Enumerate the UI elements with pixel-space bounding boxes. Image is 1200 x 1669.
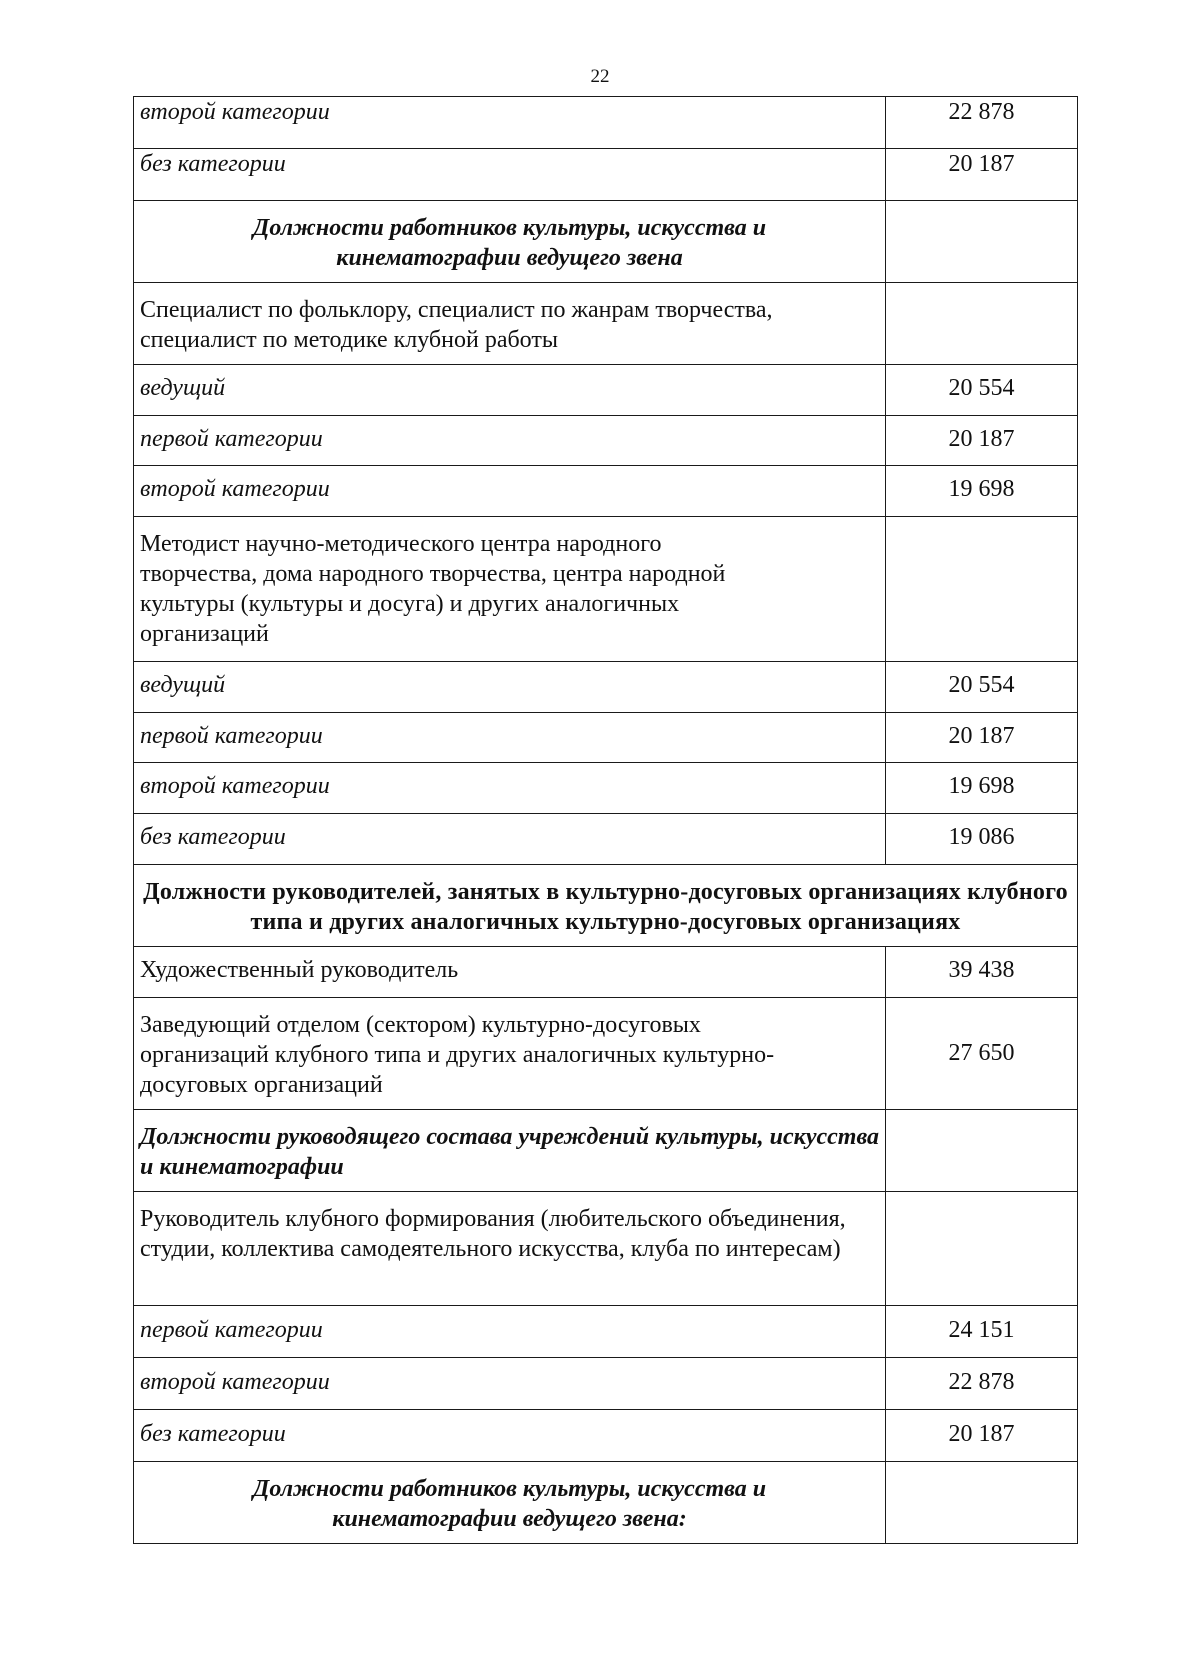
- table-row: [134, 149, 1078, 201]
- salary-value: [886, 517, 1078, 662]
- table-row: [134, 1192, 1078, 1306]
- position-label: ведущий: [134, 365, 886, 416]
- salary-value: 19 698: [886, 763, 1078, 814]
- salary-value: 22 878: [886, 1358, 1078, 1410]
- salary-value: 22 878: [886, 97, 1078, 149]
- position-label: без категории: [134, 1410, 886, 1462]
- salary-value: 19 698: [886, 466, 1078, 517]
- table-row: [134, 1306, 1078, 1358]
- table-row: [134, 466, 1078, 517]
- group-header: Должности работников культуры, искусства и кинематографии ведущего звена: [134, 201, 886, 283]
- salary-value: [886, 201, 1078, 283]
- position-label: второй категории: [134, 97, 886, 149]
- table-row: [134, 865, 1078, 947]
- position-label: Руководитель клубного формирования (любительского объединения, студии, коллектива самодеятельного искусства, клуба по интересам): [134, 1192, 886, 1306]
- position-label: первой категории: [134, 416, 886, 466]
- table-row: [134, 1410, 1078, 1462]
- table-row: [134, 365, 1078, 416]
- table-row: [134, 713, 1078, 763]
- salary-value: 19 086: [886, 814, 1078, 865]
- position-label: Художественный руководитель: [134, 947, 886, 998]
- salary-value: 20 187: [886, 1410, 1078, 1462]
- position-label: первой категории: [134, 713, 886, 763]
- position-label: Методист научно-методического центра народного творчества, дома народного творчества, центра народной культуры (культуры и досуга) и других аналогичных организаций: [134, 517, 886, 662]
- salary-value: [886, 1462, 1078, 1544]
- table-row: [134, 416, 1078, 466]
- salary-value: 39 438: [886, 947, 1078, 998]
- position-label: второй категории: [134, 763, 886, 814]
- salary-value: 20 187: [886, 149, 1078, 201]
- position-label: Заведующий отделом (сектором) культурно-досуговых организаций клубного типа и других аналогичных культурно-досуговых организаций: [134, 998, 886, 1110]
- table-row: [134, 517, 1078, 662]
- salary-value: [886, 1110, 1078, 1192]
- position-label: первой категории: [134, 1306, 886, 1358]
- section-header: Должности руководителей, занятых в культурно-досуговых организациях клубного типа и других аналогичных культурно-досуговых организациях: [134, 865, 1078, 947]
- salary-value: [886, 283, 1078, 365]
- salary-value: 20 187: [886, 713, 1078, 763]
- position-label: без категории: [134, 814, 886, 865]
- position-label: Специалист по фольклору, специалист по жанрам творчества, специалист по методике клубной работы: [134, 283, 886, 365]
- table-row: [134, 998, 1078, 1110]
- salary-value: 24 151: [886, 1306, 1078, 1358]
- position-label: ведущий: [134, 662, 886, 713]
- table-row: [134, 201, 1078, 283]
- salary-value: 20 187: [886, 416, 1078, 466]
- salary-value: 20 554: [886, 365, 1078, 416]
- group-header: Должности работников культуры, искусства и кинематографии ведущего звена:: [134, 1462, 886, 1544]
- salary-value: 27 650: [886, 998, 1078, 1110]
- salary-table: [133, 96, 1078, 1544]
- table-row: [134, 1462, 1078, 1544]
- position-label: второй категории: [134, 1358, 886, 1410]
- position-label: второй категории: [134, 466, 886, 517]
- salary-value: 20 554: [886, 662, 1078, 713]
- table-row: [134, 1110, 1078, 1192]
- salary-value: [886, 1192, 1078, 1306]
- table-row: [134, 97, 1078, 149]
- table-row: [134, 763, 1078, 814]
- table-row: [134, 662, 1078, 713]
- position-label: без категории: [134, 149, 886, 201]
- table-row: [134, 814, 1078, 865]
- group-header: Должности руководящего состава учреждений культуры, искусства и кинематографии: [134, 1110, 886, 1192]
- table-row: [134, 1358, 1078, 1410]
- page-number: 22: [590, 66, 610, 87]
- table-row: [134, 947, 1078, 998]
- table-row: [134, 283, 1078, 365]
